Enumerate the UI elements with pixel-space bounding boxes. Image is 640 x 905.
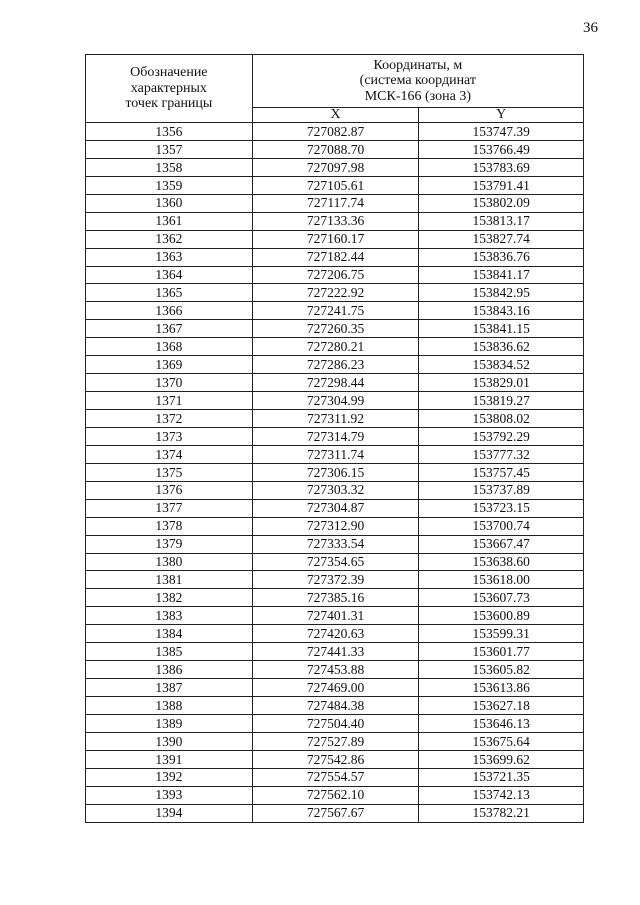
x-coordinate-cell: 727484.38	[252, 697, 419, 715]
y-coordinate-cell: 153742.13	[419, 786, 584, 804]
y-coordinate-cell: 153834.52	[419, 356, 584, 374]
point-id-cell: 1368	[86, 338, 253, 356]
x-coordinate-cell: 727527.89	[252, 732, 419, 750]
table-row	[86, 374, 584, 392]
y-coordinate-cell: 153605.82	[419, 661, 584, 679]
point-id-cell: 1394	[86, 804, 253, 822]
y-coordinate-cell: 153737.89	[419, 481, 584, 499]
point-id-cell: 1378	[86, 517, 253, 535]
x-coordinate-cell: 727401.31	[252, 607, 419, 625]
x-coordinate-cell: 727385.16	[252, 589, 419, 607]
table-row	[86, 643, 584, 661]
table-row	[86, 481, 584, 499]
table-row	[86, 571, 584, 589]
table-row	[86, 266, 584, 284]
y-coordinate-cell: 153841.17	[419, 266, 584, 284]
x-coordinate-cell: 727160.17	[252, 230, 419, 248]
table-row	[86, 284, 584, 302]
point-id-cell: 1363	[86, 248, 253, 266]
point-id-cell: 1377	[86, 499, 253, 517]
y-coordinate-cell: 153842.95	[419, 284, 584, 302]
y-coordinate-cell: 153819.27	[419, 392, 584, 410]
point-id-cell: 1382	[86, 589, 253, 607]
x-coordinate-cell: 727420.63	[252, 625, 419, 643]
table-row	[86, 535, 584, 553]
table-row	[86, 625, 584, 643]
header-x: X	[252, 108, 419, 123]
y-coordinate-cell: 153777.32	[419, 445, 584, 463]
point-id-cell: 1367	[86, 320, 253, 338]
y-coordinate-cell: 153747.39	[419, 123, 584, 141]
point-id-cell: 1391	[86, 750, 253, 768]
x-coordinate-cell: 727453.88	[252, 661, 419, 679]
x-coordinate-cell: 727133.36	[252, 212, 419, 230]
y-coordinate-cell: 153827.74	[419, 230, 584, 248]
y-coordinate-cell: 153829.01	[419, 374, 584, 392]
table-row	[86, 607, 584, 625]
point-id-cell: 1392	[86, 768, 253, 786]
y-coordinate-cell: 153783.69	[419, 158, 584, 176]
table-row	[86, 589, 584, 607]
point-id-cell: 1390	[86, 732, 253, 750]
x-coordinate-cell: 727117.74	[252, 194, 419, 212]
table-row	[86, 140, 584, 158]
point-id-cell: 1365	[86, 284, 253, 302]
table-row	[86, 553, 584, 571]
y-coordinate-cell: 153601.77	[419, 643, 584, 661]
coordinates-table	[85, 54, 584, 823]
table-row	[86, 176, 584, 194]
point-id-cell: 1356	[86, 123, 253, 141]
y-coordinate-cell: 153843.16	[419, 302, 584, 320]
x-coordinate-cell: 727082.87	[252, 123, 419, 141]
table-row	[86, 320, 584, 338]
y-coordinate-cell: 153600.89	[419, 607, 584, 625]
y-coordinate-cell: 153700.74	[419, 517, 584, 535]
x-coordinate-cell: 727088.70	[252, 140, 419, 158]
x-coordinate-cell: 727542.86	[252, 750, 419, 768]
y-coordinate-cell: 153613.86	[419, 679, 584, 697]
point-id-cell: 1376	[86, 481, 253, 499]
point-id-cell: 1384	[86, 625, 253, 643]
x-coordinate-cell: 727567.67	[252, 804, 419, 822]
x-coordinate-cell: 727311.74	[252, 445, 419, 463]
y-coordinate-cell: 153813.17	[419, 212, 584, 230]
table-row	[86, 212, 584, 230]
point-id-cell: 1360	[86, 194, 253, 212]
y-coordinate-cell: 153836.62	[419, 338, 584, 356]
x-coordinate-cell: 727314.79	[252, 427, 419, 445]
table-row	[86, 194, 584, 212]
point-id-cell: 1371	[86, 392, 253, 410]
header-y: Y	[419, 108, 584, 123]
x-coordinate-cell: 727372.39	[252, 571, 419, 589]
table-row	[86, 356, 584, 374]
y-coordinate-cell: 153841.15	[419, 320, 584, 338]
point-id-cell: 1357	[86, 140, 253, 158]
x-coordinate-cell: 727260.35	[252, 320, 419, 338]
table-row	[86, 714, 584, 732]
table-row	[86, 445, 584, 463]
y-coordinate-cell: 153782.21	[419, 804, 584, 822]
table-row	[86, 661, 584, 679]
y-coordinate-cell: 153646.13	[419, 714, 584, 732]
table-row	[86, 750, 584, 768]
table-row	[86, 427, 584, 445]
point-id-cell: 1372	[86, 410, 253, 428]
y-coordinate-cell: 153791.41	[419, 176, 584, 194]
point-id-cell: 1358	[86, 158, 253, 176]
x-coordinate-cell: 727298.44	[252, 374, 419, 392]
table-header	[86, 55, 584, 123]
table-row	[86, 499, 584, 517]
header-point-label: Обозначение характерных точек границы	[125, 65, 213, 112]
y-coordinate-cell: 153792.29	[419, 427, 584, 445]
point-id-cell: 1381	[86, 571, 253, 589]
point-id-cell: 1361	[86, 212, 253, 230]
table-row	[86, 463, 584, 481]
y-coordinate-cell: 153699.62	[419, 750, 584, 768]
point-id-cell: 1366	[86, 302, 253, 320]
x-coordinate-cell: 727354.65	[252, 553, 419, 571]
point-id-cell: 1370	[86, 374, 253, 392]
point-id-cell: 1385	[86, 643, 253, 661]
x-coordinate-cell: 727097.98	[252, 158, 419, 176]
x-coordinate-cell: 727504.40	[252, 714, 419, 732]
point-id-cell: 1389	[86, 714, 253, 732]
x-coordinate-cell: 727311.92	[252, 410, 419, 428]
header-point-designation	[86, 55, 253, 123]
table-row	[86, 302, 584, 320]
table-row	[86, 517, 584, 535]
y-coordinate-cell: 153836.76	[419, 248, 584, 266]
x-coordinate-cell: 727469.00	[252, 679, 419, 697]
table-row	[86, 786, 584, 804]
point-id-cell: 1386	[86, 661, 253, 679]
header-coordinates	[252, 55, 583, 108]
point-id-cell: 1393	[86, 786, 253, 804]
table-body	[86, 123, 584, 823]
y-coordinate-cell: 153808.02	[419, 410, 584, 428]
x-coordinate-cell: 727286.23	[252, 356, 419, 374]
y-coordinate-cell: 153618.00	[419, 571, 584, 589]
table-row	[86, 123, 584, 141]
point-id-cell: 1369	[86, 356, 253, 374]
point-id-cell: 1362	[86, 230, 253, 248]
table-row	[86, 338, 584, 356]
table-row	[86, 158, 584, 176]
point-id-cell: 1388	[86, 697, 253, 715]
x-coordinate-cell: 727312.90	[252, 517, 419, 535]
x-coordinate-cell: 727304.99	[252, 392, 419, 410]
page-number: 36	[583, 20, 598, 36]
table-row	[86, 732, 584, 750]
x-coordinate-cell: 727441.33	[252, 643, 419, 661]
x-coordinate-cell: 727303.32	[252, 481, 419, 499]
table-row	[86, 679, 584, 697]
y-coordinate-cell: 153638.60	[419, 553, 584, 571]
header-coordinates-label: Координаты, м (система координат МСК-166 (зона 3)	[359, 57, 477, 104]
x-coordinate-cell: 727280.21	[252, 338, 419, 356]
y-coordinate-cell: 153757.45	[419, 463, 584, 481]
table-row	[86, 804, 584, 822]
x-coordinate-cell: 727241.75	[252, 302, 419, 320]
x-coordinate-cell: 727206.75	[252, 266, 419, 284]
point-id-cell: 1379	[86, 535, 253, 553]
table-row	[86, 248, 584, 266]
x-coordinate-cell: 727222.92	[252, 284, 419, 302]
x-coordinate-cell: 727333.54	[252, 535, 419, 553]
y-coordinate-cell: 153607.73	[419, 589, 584, 607]
point-id-cell: 1374	[86, 445, 253, 463]
y-coordinate-cell: 153627.18	[419, 697, 584, 715]
x-coordinate-cell: 727306.15	[252, 463, 419, 481]
table-row	[86, 410, 584, 428]
table-row	[86, 697, 584, 715]
y-coordinate-cell: 153675.64	[419, 732, 584, 750]
x-coordinate-cell: 727105.61	[252, 176, 419, 194]
point-id-cell: 1383	[86, 607, 253, 625]
table-row	[86, 768, 584, 786]
point-id-cell: 1364	[86, 266, 253, 284]
x-coordinate-cell: 727182.44	[252, 248, 419, 266]
y-coordinate-cell: 153721.35	[419, 768, 584, 786]
x-coordinate-cell: 727304.87	[252, 499, 419, 517]
x-coordinate-cell: 727554.57	[252, 768, 419, 786]
point-id-cell: 1387	[86, 679, 253, 697]
table-row	[86, 392, 584, 410]
y-coordinate-cell: 153599.31	[419, 625, 584, 643]
table-row	[86, 230, 584, 248]
point-id-cell: 1359	[86, 176, 253, 194]
point-id-cell: 1380	[86, 553, 253, 571]
point-id-cell: 1375	[86, 463, 253, 481]
y-coordinate-cell: 153723.15	[419, 499, 584, 517]
y-coordinate-cell: 153766.49	[419, 140, 584, 158]
point-id-cell: 1373	[86, 427, 253, 445]
y-coordinate-cell: 153802.09	[419, 194, 584, 212]
y-coordinate-cell: 153667.47	[419, 535, 584, 553]
x-coordinate-cell: 727562.10	[252, 786, 419, 804]
